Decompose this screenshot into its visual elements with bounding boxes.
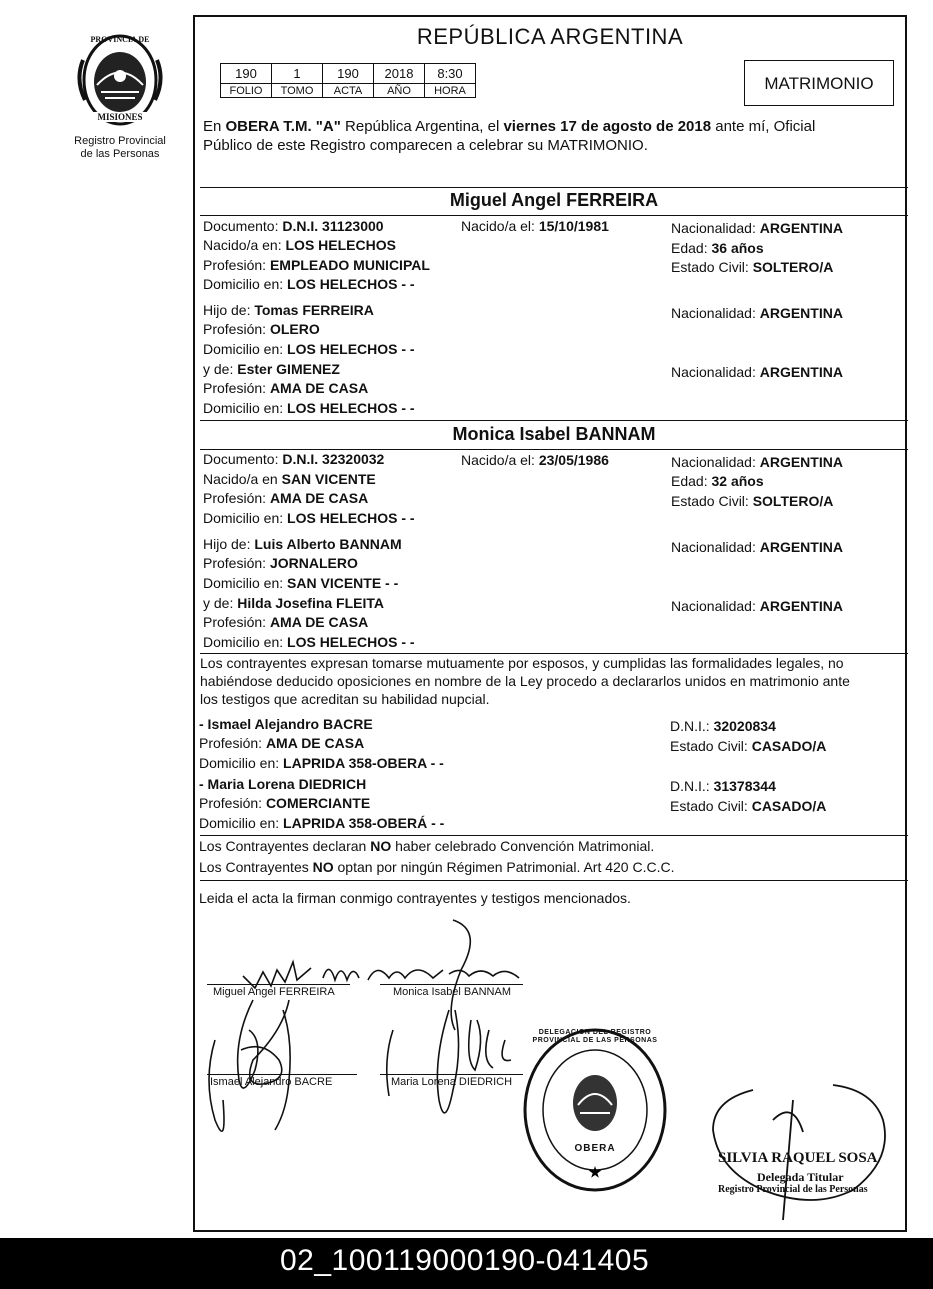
intro-place: OBERA T.M. "A" bbox=[225, 118, 341, 135]
bride-father-nationality: Nacionalidad: ARGENTINA bbox=[671, 539, 843, 555]
groom-mother-nationality: Nacionalidad: ARGENTINA bbox=[671, 364, 843, 380]
witness2-signature-icon bbox=[387, 1010, 511, 1113]
bride-mother-nationality: Nacionalidad: ARGENTINA bbox=[671, 598, 843, 614]
tomo-value: 1 bbox=[272, 64, 323, 84]
logo-caption-line2: de las Personas bbox=[80, 148, 160, 160]
seal-text-bottom: MISIONES bbox=[89, 112, 151, 122]
witness2-name: - Maria Lorena DIEDRICH bbox=[199, 776, 367, 792]
groom-father-address: Domicilio en: LOS HELECHOS - - bbox=[203, 341, 415, 357]
official-role: Delegada Titular bbox=[757, 1170, 844, 1184]
registry-stamp bbox=[520, 1025, 670, 1195]
bride-document: Documento: D.N.I. 32320032 bbox=[203, 451, 385, 467]
stamp-ring-text: DELEGACION DEL REGISTRO PROVINCIAL DE LAS PERSONAS bbox=[532, 1029, 658, 1044]
folio-value: 190 bbox=[221, 64, 272, 84]
divider bbox=[200, 880, 908, 881]
bride-name: Monica Isabel BANNAM bbox=[452, 424, 656, 444]
anio-value: 2018 bbox=[374, 64, 425, 84]
witness1-name: - Ismael Alejandro BACRE bbox=[199, 716, 373, 732]
groom-father: Hijo de: Tomas FERREIRA bbox=[203, 302, 374, 318]
groom-document: Documento: D.N.I. 31123000 bbox=[203, 218, 384, 234]
divider bbox=[200, 215, 908, 216]
bride-mother-address: Domicilio en: LOS HELECHOS - - bbox=[203, 634, 415, 650]
witness2-address: Domicilio en: LAPRIDA 358-OBERÁ - - bbox=[199, 815, 445, 831]
bride-father-address: Domicilio en: SAN VICENTE - - bbox=[203, 575, 399, 591]
intro-text-b: República Argentina, el bbox=[340, 118, 504, 135]
hora-label: HORA bbox=[425, 84, 476, 98]
footer-bar bbox=[0, 1238, 933, 1289]
document-type-box bbox=[744, 60, 894, 106]
groom-signature-label: Miguel Angel FERREIRA bbox=[213, 986, 335, 998]
official-office: Registro Provincial de las Personas bbox=[718, 1184, 868, 1195]
footer-code: 02_100119000190-041405 bbox=[280, 1244, 650, 1277]
groom-birth-place: Nacido/a en: LOS HELECHOS bbox=[203, 237, 396, 253]
witness1-profession: Profesión: AMA DE CASA bbox=[199, 735, 365, 751]
svg-text:★: ★ bbox=[588, 1164, 602, 1180]
regime-line2: Los Contrayentes NO optan por ningún Régimen Patrimonial. Art 420 C.C.C. bbox=[199, 859, 675, 875]
document-type: MATRIMONIO bbox=[764, 74, 874, 93]
declaration-line1: Los contrayentes expresan tomarse mutuamente por esposos, y cumplidas las formalidades legales, no bbox=[200, 655, 844, 671]
groom-mother-profession: Profesión: AMA DE CASA bbox=[203, 380, 369, 396]
intro-line1 bbox=[203, 118, 815, 135]
record-fields-table bbox=[220, 63, 476, 98]
groom-civil-status: Estado Civil: SOLTERO/A bbox=[671, 259, 834, 275]
bride-mother: y de: Hilda Josefina FLEITA bbox=[203, 595, 385, 611]
closing-statement: Leida el acta la firman conmigo contrayentes y testigos mencionados. bbox=[199, 890, 631, 906]
divider bbox=[200, 187, 908, 188]
bride-signature-icon bbox=[368, 920, 519, 1030]
hora-value: 8:30 bbox=[425, 64, 476, 84]
groom-birth-date: Nacido/a el: 15/10/1981 bbox=[461, 218, 609, 234]
regime-line1: Los Contrayentes declaran NO haber celebrado Convención Matrimonial. bbox=[199, 838, 655, 854]
bride-birth-place: Nacido/a en SAN VICENTE bbox=[203, 471, 376, 487]
stamp-icon bbox=[520, 1025, 670, 1195]
stamp-center-text: OBERA bbox=[574, 1143, 616, 1154]
acta-label: ACTA bbox=[323, 84, 374, 98]
groom-name: Miguel Angel FERREIRA bbox=[449, 190, 659, 210]
groom-mother-address: Domicilio en: LOS HELECHOS - - bbox=[203, 400, 415, 416]
divider bbox=[200, 420, 908, 421]
intro-text-c: ante mí, Oficial bbox=[711, 118, 816, 135]
province-logo bbox=[75, 30, 165, 130]
groom-address: Domicilio en: LOS HELECHOS - - bbox=[203, 276, 415, 292]
witness1-civil-status: Estado Civil: CASADO/A bbox=[670, 738, 827, 754]
declaration-line2: habiéndose deducido oposiciones en nombre de la Ley procedo a declararlos unidos en matrimonio ante bbox=[200, 673, 850, 689]
declaration-line3: los testigos que acreditan su habilidad nupcial. bbox=[200, 691, 490, 707]
groom-father-nationality: Nacionalidad: ARGENTINA bbox=[671, 305, 843, 321]
groom-signature-icon bbox=[243, 962, 359, 988]
folio-label: FOLIO bbox=[221, 84, 272, 98]
groom-nationality: Nacionalidad: ARGENTINA bbox=[671, 220, 843, 236]
groom-mother: y de: Ester GIMENEZ bbox=[203, 361, 340, 377]
bride-profession: Profesión: AMA DE CASA bbox=[203, 490, 369, 506]
witness1-signature-icon bbox=[209, 1000, 290, 1131]
intro-line2: Público de este Registro comparecen a celebrar su MATRIMONIO. bbox=[203, 137, 648, 154]
groom-age: Edad: 36 años bbox=[671, 240, 764, 256]
anio-label: AÑO bbox=[374, 84, 425, 98]
groom-profession: Profesión: EMPLEADO MUNICIPAL bbox=[203, 257, 430, 273]
bride-mother-profession: Profesión: AMA DE CASA bbox=[203, 614, 369, 630]
witness2-civil-status: Estado Civil: CASADO/A bbox=[670, 798, 827, 814]
groom-father-profession: Profesión: OLERO bbox=[203, 321, 320, 337]
tomo-label: TOMO bbox=[272, 84, 323, 98]
witness1-dni: D.N.I.: 32020834 bbox=[670, 718, 776, 734]
intro-date: viernes 17 de agosto de 2018 bbox=[503, 118, 712, 135]
witness2-dni: D.N.I.: 31378344 bbox=[670, 778, 776, 794]
intro-text-a: En bbox=[203, 118, 226, 135]
bride-civil-status: Estado Civil: SOLTERO/A bbox=[671, 493, 834, 509]
bride-father-profession: Profesión: JORNALERO bbox=[203, 555, 358, 571]
divider bbox=[200, 449, 908, 450]
divider bbox=[200, 835, 908, 836]
bride-birth-date: Nacido/a el: 23/05/1986 bbox=[461, 452, 609, 468]
witness2-signature-label: Maria Lorena DIEDRICH bbox=[391, 1076, 513, 1088]
bride-address: Domicilio en: LOS HELECHOS - - bbox=[203, 510, 415, 526]
witness2-profession: Profesión: COMERCIANTE bbox=[199, 795, 371, 811]
page-title: REPÚBLICA ARGENTINA bbox=[416, 24, 684, 49]
witness1-signature-label: Ismael Alejandro BACRE bbox=[210, 1076, 333, 1088]
bride-age: Edad: 32 años bbox=[671, 473, 764, 489]
bride-father: Hijo de: Luis Alberto BANNAM bbox=[203, 536, 402, 552]
bride-signature-label: Monica Isabel BANNAM bbox=[393, 986, 511, 998]
witness1-address: Domicilio en: LAPRIDA 358-OBERA - - bbox=[199, 755, 444, 771]
seal-text-top: PROVINCIA DE bbox=[90, 35, 150, 44]
logo-caption-line1: Registro Provincial bbox=[74, 135, 166, 147]
divider bbox=[200, 653, 908, 654]
acta-value: 190 bbox=[323, 64, 374, 84]
bride-nationality: Nacionalidad: ARGENTINA bbox=[671, 454, 843, 470]
official-name: SILVIA RAQUEL SOSA bbox=[718, 1150, 878, 1166]
